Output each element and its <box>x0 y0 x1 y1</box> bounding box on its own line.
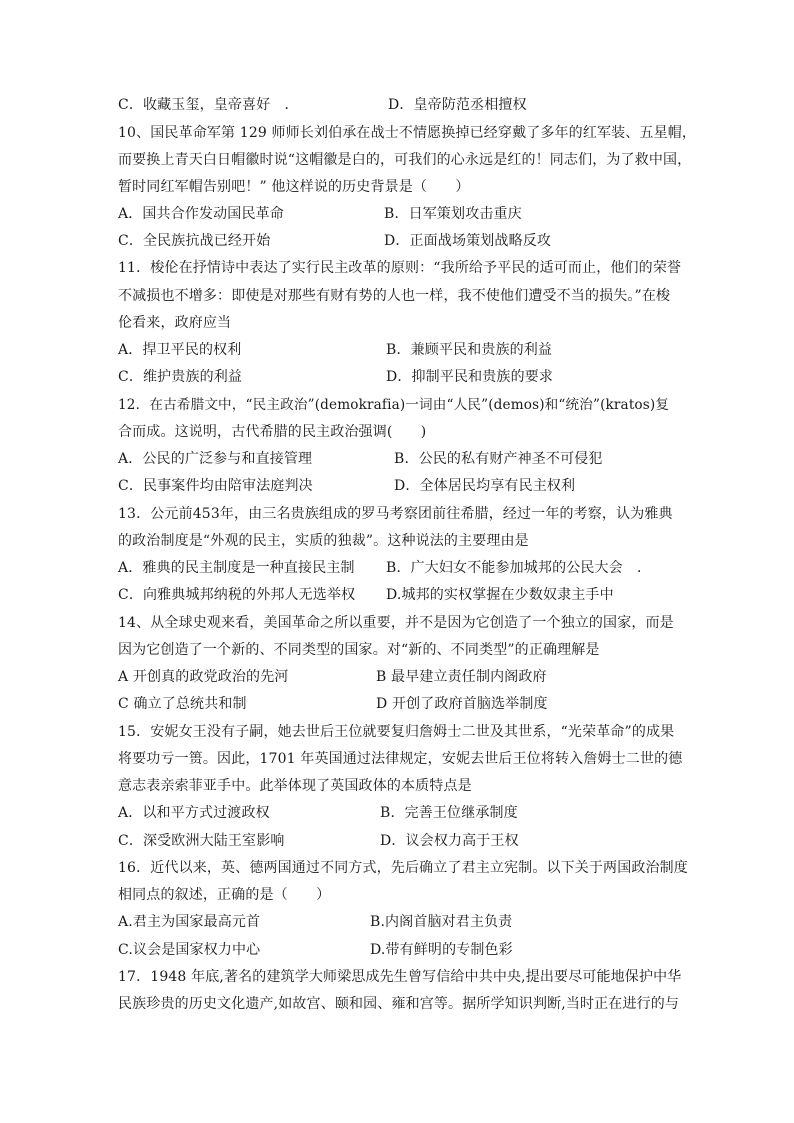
q10-stem-line-2: 而要换上青天白日帽徽时说“这帽徽是白的，可我们的心永远是红的！同志们，为了救中国， <box>118 152 692 168</box>
q11-stem-line-1: 11．梭伦在抒情诗中表达了实行民主改革的原则：“我所给予平民的适可而止，他们的荣誉 <box>118 260 682 276</box>
q15-stem-line-2: 将要功亏一篑。因此，1701 年英国通过法律规定，安妮去世后王位将转入詹姆士二世的德 <box>118 751 683 767</box>
q17-stem-line-1: 17．1948 年底,著名的建筑学大师梁思成先生曾写信给中共中央,提出要尽可能地保护中华 <box>118 969 682 985</box>
q15-stem-line-3: 意志表亲索菲亚手中。此举体现了英国政体的本质特点是 <box>118 778 472 794</box>
q16-option-b: B.内阁首脑对君主负责 <box>370 914 513 930</box>
q16-stem-line-2: 相同点的叙述，正确的是（ ） <box>118 887 331 903</box>
q10-option-a: A．国共合作发动国民革命 <box>118 206 284 222</box>
q15-option-d: D．议会权力高于王权 <box>380 833 519 849</box>
q9-option-d: D．皇帝防范丞相擅权 <box>388 97 527 113</box>
q10-option-d: D．正面战场策划战略反攻 <box>384 233 552 249</box>
q10-stem-line-1: 10、国民革命军第 129 师师长刘伯承在战士不情愿换掉已经穿戴了多年的红军装、五星帽， <box>118 125 697 141</box>
q14-option-a: A 开创真的政党政治的先河 <box>118 669 289 685</box>
q13-option-d: D.城邦的实权掌握在少数奴隶主手中 <box>386 587 614 603</box>
q14-stem-line-2: 因为它创造了一个新的、不同类型的国家。对“新的、不同类型”的正确理解是 <box>118 642 600 658</box>
q15-option-c: C．深受欧洲大陆王室影响 <box>118 833 285 849</box>
q14-option-c: C 确立了总统共和制 <box>118 696 247 712</box>
q16-option-a: A.君主为国家最高元首 <box>118 914 261 930</box>
q15-option-a: A．以和平方式过渡政权 <box>118 805 270 821</box>
q13-option-a: A．雅典的民主制度是一种直接民主制 <box>118 560 355 576</box>
q10-stem-line-3: 暂时同红军帽告别吧！” 他这样说的历史背景是（ ） <box>118 179 470 195</box>
q13-stem-line-2: 的政治制度是“外观的民主，实质的独裁”。这种说法的主要理由是 <box>118 533 529 549</box>
q11-option-a: A．捍卫平民的权利 <box>118 342 242 358</box>
q12-option-c: C．民事案件均由陪审法庭判决 <box>118 478 313 494</box>
q14-stem-line-1: 14、从全球史观来看，美国革命之所以重要，并不是因为它创造了一个独立的国家，而是 <box>118 615 674 631</box>
q12-stem-line-1: 12．在古希腊文中，“民主政治”(demokrafia)一词由“人民”(demos)和“统治”(kratos)复 <box>118 397 670 413</box>
q11-option-c: C．维护贵族的利益 <box>118 369 243 385</box>
q10-option-b: B．日军策划攻击重庆 <box>384 206 522 222</box>
q12-option-d: D．全体居民均享有民主权利 <box>394 478 576 494</box>
q12-option-a: A．公民的广泛参与和直接管理 <box>118 451 313 467</box>
q16-stem-line-1: 16．近代以来，英、德两国通过不同方式，先后确立了君主立宪制。以下关于两国政治制度 <box>118 860 688 876</box>
q9-option-c: C．收藏玉玺，皇帝喜好 ． <box>118 97 299 113</box>
q13-option-c: C．向雅典城邦纳税的外邦人无选举权 <box>118 587 356 603</box>
q12-option-b: B．公民的私有财产神圣不可侵犯 <box>394 451 603 467</box>
q11-option-d: D．抑制平民和贵族的要求 <box>386 369 554 385</box>
q11-stem-line-2: 不减损也不增多：即使是对那些有财有势的人也一样，我不使他们遭受不当的损失。”在梭 <box>118 288 671 304</box>
q11-option-b: B．兼顾平民和贵族的利益 <box>386 342 553 358</box>
q15-option-b: B．完善王位继承制度 <box>380 805 518 821</box>
q16-option-d: D.带有鲜明的专制色彩 <box>370 942 513 958</box>
q13-option-b: B．广大妇女不能参加城邦的公民大会 ． <box>386 560 652 576</box>
q12-stem-line-2: 合而成。这说明，古代希腊的民主政治强调( ) <box>118 424 427 440</box>
q10-option-c: C．全民族抗战已经开始 <box>118 233 271 249</box>
q13-stem-line-1: 13．公元前453年，由三名贵族组成的罗马考察团前往希腊，经过一年的考察，认为雅典 <box>118 506 673 522</box>
q17-stem-line-2: 民族珍贵的历史文化遗产,如故宫、颐和园、雍和宫等。据所学知识判断,当时正在进行的与 <box>118 996 680 1012</box>
q16-option-c: C.议会是国家权力中心 <box>118 942 261 958</box>
q14-option-d: D 开创了政府首脑选举制度 <box>376 696 548 712</box>
q15-stem-line-1: 15．安妮女王没有子嗣，她去世后王位就要复归詹姆士二世及其世系，“光荣革命”的成果 <box>118 724 675 740</box>
q11-stem-line-3: 伦看来，政府应当 <box>118 315 232 331</box>
q14-option-b: B 最早建立责任制内阁政府 <box>376 669 547 685</box>
